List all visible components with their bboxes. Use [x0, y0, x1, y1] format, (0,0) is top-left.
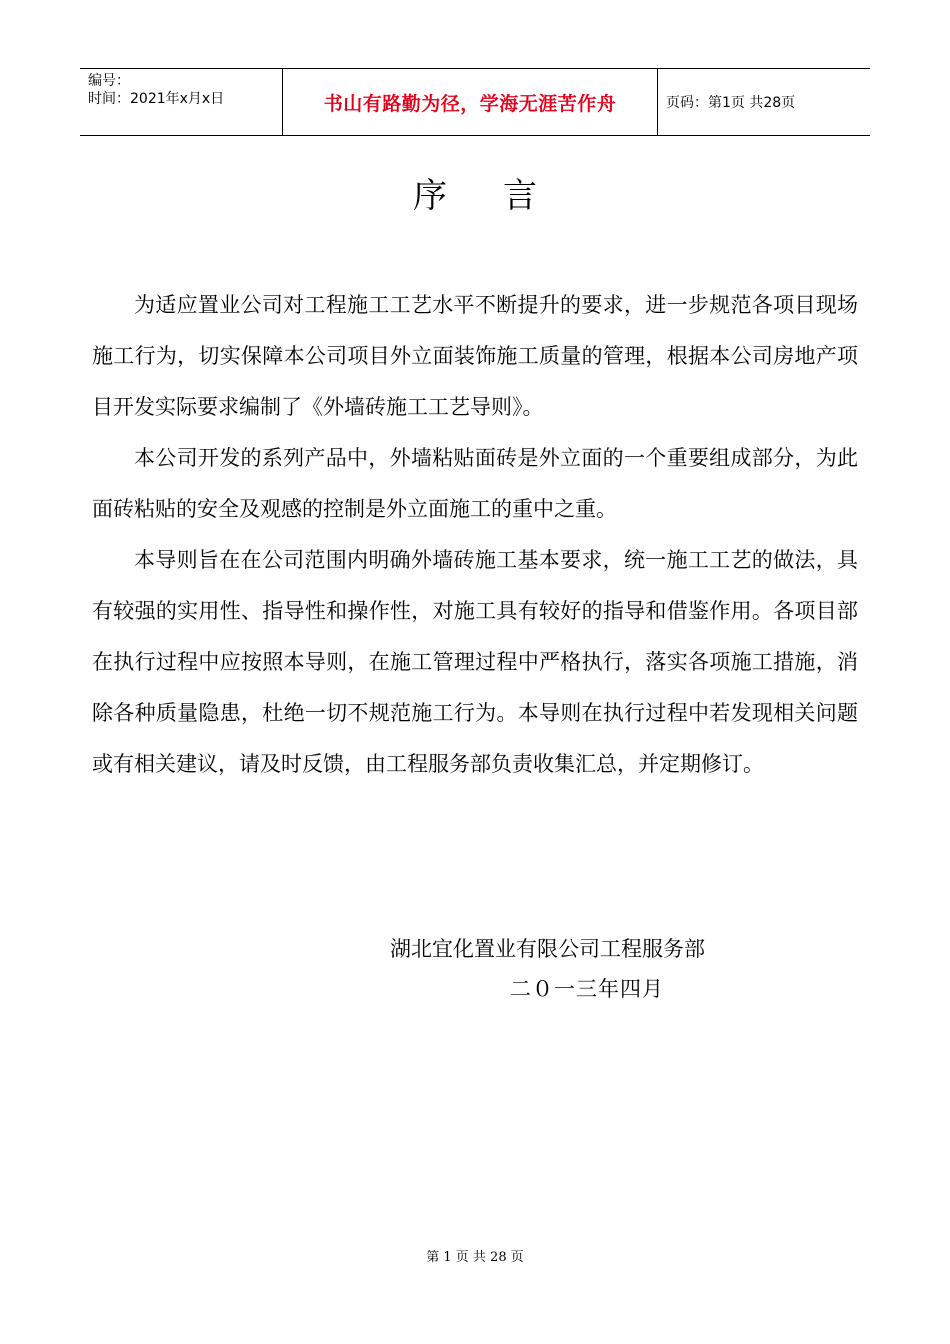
preface-body	[92, 280, 858, 790]
document-header	[80, 68, 870, 136]
page-footer: 第 1 页 共 28 页	[426, 1250, 524, 1265]
header-page-info: 页码：第1页 共28页	[666, 95, 796, 111]
document-number-label: 编号：	[88, 73, 130, 89]
paragraph-1: 为适应置业公司对工程施工工艺水平不断提升的要求，进一步规范各项目现场施工行为，切实保障本公司项目外立面装饰施工质量的管理，根据本公司房地产项目开发实际要求编制了《外墙砖施工工艺导则》。	[92, 293, 858, 419]
paragraph-2: 本公司开发的系列产品中，外墙粘贴面砖是外立面的一个重要组成部分，为此面砖粘贴的安全及观感的控制是外立面施工的重中之重。	[92, 446, 858, 521]
header-motto: 书山有路勤为径，学海无涯苦作舟	[282, 69, 658, 135]
paragraph-3: 本导则旨在在公司范围内明确外墙砖施工基本要求，统一施工工艺的做法，具有较强的实用性、指导性和操作性，对施工具有较好的指导和借鉴作用。各项目部在执行过程中应按照本导则，在施工管理过程中严格执行，落实各项施工措施，消除各种质量隐患，杜绝一切不规范施工行为。本导则在执行过程中若发现相关问题或有相关建议，请及时反馈，由工程服务部负责收集汇总，并定期修订。	[92, 548, 858, 776]
document-time-label: 时间：2021年x月x日	[88, 91, 225, 107]
signature-date: 二０一三年四月	[510, 977, 664, 1001]
page-title: 序言	[413, 176, 593, 216]
header-meta-cell	[80, 69, 282, 135]
signature-organization: 湖北宜化置业有限公司工程服务部	[390, 937, 705, 961]
